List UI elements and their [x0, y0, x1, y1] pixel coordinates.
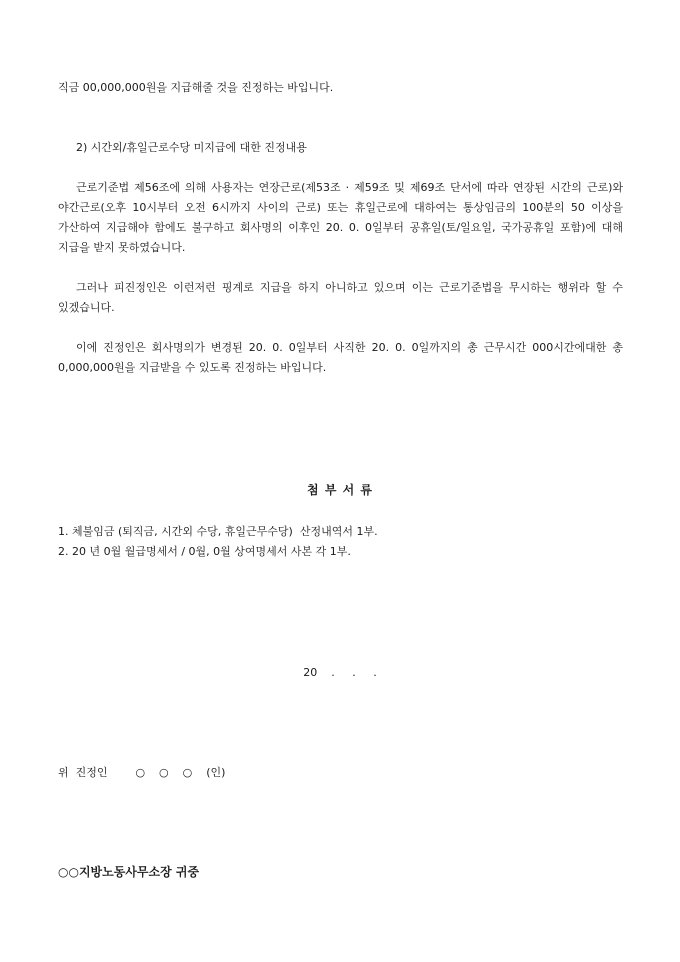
recipient-line: ○○지방노동사무소장 귀중 [58, 865, 200, 879]
signature-line: 위 진정인 ○ ○ ○ (인) [58, 766, 226, 779]
attachments-title: 첨 부 서 류 [307, 483, 373, 497]
section-2-paragraph-2: 그러나 피진정인은 이런저런 핑계로 지급을 하지 아니하고 있으며 이는 근로기준법을 무시하는 행위라 할 수 있겠습니다. [58, 281, 627, 314]
section-2-paragraph-3: 이에 진정인은 회사명의가 변경된 20. 0. 0일부터 사직한 20. 0. 0일까지의 총 근무시간 000시간에대한 총 0,000,000원을 지급받을 수 있도록 진정하는 바입니다. [58, 341, 627, 374]
attachment-item-2: 2. 20 년 0월 월급명세서 / 0월, 0월 상여명세서 사본 각 1부. [58, 545, 351, 558]
section-2-heading: 2) 시간외/휴일근로수당 미지급에 대한 진정내용 [76, 141, 307, 154]
intro-closing-line: 직금 00,000,000원을 지급해줄 것을 진정하는 바입니다. [58, 81, 334, 94]
attachment-item-1: 1. 체불임금 (퇴직금, 시간외 수당, 휴일근무수당) 산정내역서 1부. [58, 525, 378, 538]
section-2-paragraph-1: 근로기준법 제56조에 의해 사용자는 연장근로(제53조 · 제59조 및 제69조 단서에 따라 연장된 시간의 근로)와 야간근로(오후 10시부터 오전 6시까지 사이의 근로) 또는 휴일근로에 대하여는 통상임금의 100분의 50 이상을 가산하여 지급해야 함에도 불구하고 회사명의 이후인 20. 0. 0일부터 공휴일(토/일요일, 국가공휴일 포함)에 대해 지급을 받지 못하였습니다. [58, 181, 627, 254]
date-line: 20 . . . [303, 666, 377, 679]
